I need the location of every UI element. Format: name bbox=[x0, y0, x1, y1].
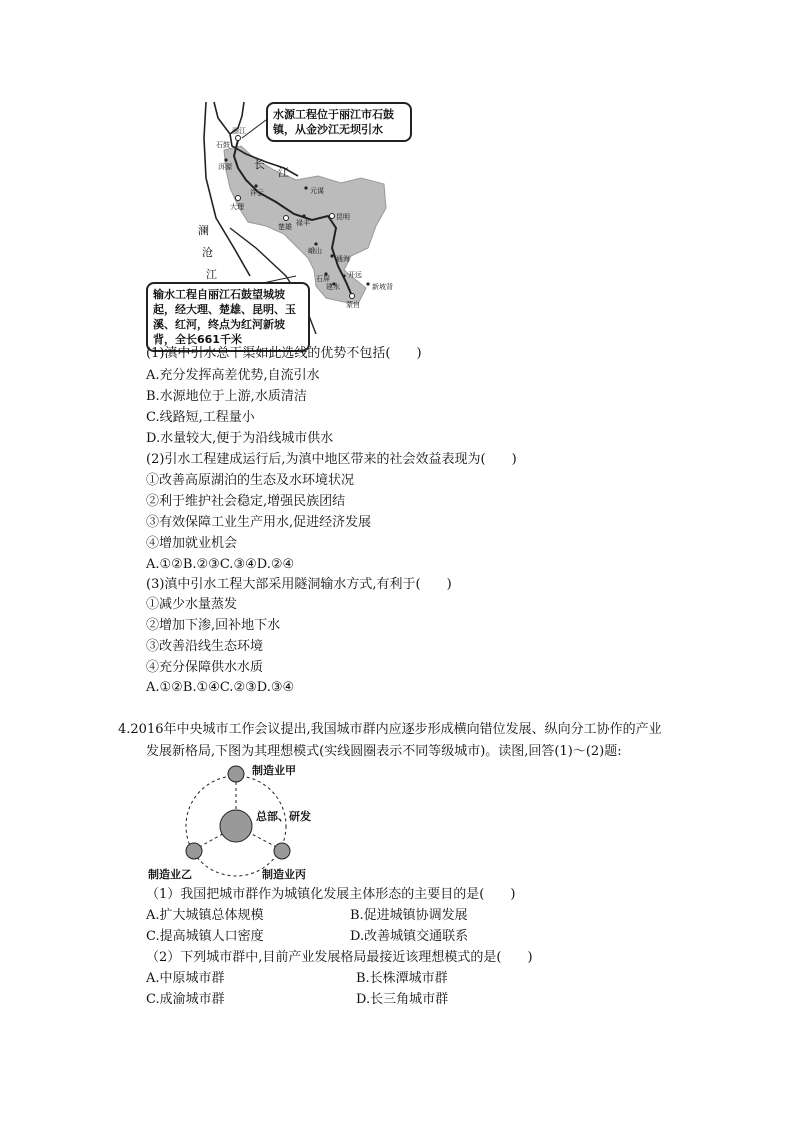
city-dot bbox=[236, 136, 241, 141]
lancang-label-3: 江 bbox=[206, 268, 217, 281]
city-left bbox=[186, 843, 202, 859]
q3-sub2-stem: (2)引水工程建成运行后,为滇中地区带来的社会效益表现为( ) bbox=[146, 452, 517, 467]
city-top bbox=[228, 766, 244, 782]
q4-sub2-stem: （2）下列城市群中,目前产业发展格局最接近该理想模式的是( ) bbox=[146, 950, 533, 965]
place-kunming: 昆明 bbox=[336, 213, 350, 221]
lancang-label-2: 沧 bbox=[202, 246, 213, 259]
city-dot bbox=[236, 196, 241, 201]
q3-sub3-item-3: ③改善沿线生态环境 bbox=[146, 639, 264, 654]
q3-sub2-item-4: ④增加就业机会 bbox=[146, 536, 238, 551]
place-shigu: 石鼓 bbox=[216, 141, 230, 149]
city-right bbox=[274, 843, 290, 859]
label-manufacturing-c: 制造业丙 bbox=[262, 868, 306, 881]
changjiang-label-1: 长 bbox=[254, 158, 265, 171]
city-dot bbox=[284, 216, 289, 221]
q4-sub2-option-a: A.中原城市群 bbox=[146, 971, 225, 986]
q3-sub3-item-4: ④充分保障供水水质 bbox=[146, 660, 264, 675]
q3-sub1-option-b: B.水源地位于上游,水质清洁 bbox=[146, 389, 307, 404]
label-manufacturing-a: 制造业甲 bbox=[252, 764, 296, 777]
city-center bbox=[220, 810, 252, 842]
town-dot bbox=[304, 186, 307, 189]
town-dot bbox=[330, 254, 333, 257]
label-manufacturing-b: 制造业乙 bbox=[148, 868, 192, 881]
q3-sub3-item-2: ②增加下渗,回补地下水 bbox=[146, 618, 281, 633]
q3-sub3-options: A.①②B.①④C.②③D.③④ bbox=[146, 680, 295, 695]
city-dot bbox=[350, 294, 355, 299]
place-jianshui: 建水 bbox=[326, 283, 340, 291]
place-eshan: 峨山 bbox=[308, 247, 322, 255]
place-mengzi: 蒙自 bbox=[346, 301, 360, 309]
place-dali: 大理 bbox=[230, 203, 244, 211]
q4-sub1-option-b: B.促进城镇协调发展 bbox=[350, 908, 468, 923]
place-kaiyuan: 开远 bbox=[348, 271, 362, 279]
place-tonghai: 通海 bbox=[336, 255, 350, 263]
changjiang-label-2: 江 bbox=[278, 166, 289, 179]
q4-sub1-option-c: C.提高城镇人口密度 bbox=[146, 929, 264, 944]
place-yuanmou: 元谋 bbox=[310, 187, 324, 195]
q4-sub1-option-a: A.扩大城镇总体规模 bbox=[146, 908, 264, 923]
place-xiangyun: 祥云 bbox=[250, 189, 264, 197]
q4-stem-line2: 发展新格局,下图为其理想模式(实线圆圈表示不同等级城市)。读图,回答(1)～(2)题: bbox=[146, 744, 622, 759]
q3-sub3-stem: (3)滇中引水工程大部采用隧洞输水方式,有利于( ) bbox=[146, 577, 452, 592]
town-dot bbox=[366, 282, 369, 285]
q3-sub1-option-d: D.水量较大,便于为沿线城市供水 bbox=[146, 431, 334, 446]
q4-sub2-option-c: C.成渝城市群 bbox=[146, 992, 225, 1007]
yunnan-water-diversion-map bbox=[146, 98, 422, 346]
label-hq-rnd: 总部、研发 bbox=[256, 810, 311, 823]
lancang-label-1: 澜 bbox=[198, 224, 209, 237]
source-callout: 水源工程位于丽江市石鼓镇，从金沙江无坝引水 bbox=[266, 102, 412, 142]
q4-sub2-option-d: D.长三角城市群 bbox=[356, 992, 449, 1007]
q3-sub2-options: A.①②B.②③C.③④D.②④ bbox=[146, 557, 295, 572]
q3-sub3-item-1: ①减少水量蒸发 bbox=[146, 597, 238, 612]
q4-sub1-stem: （1）我国把城市群作为城镇化发展主体形态的主要目的是( ) bbox=[146, 887, 516, 902]
route-callout: 输水工程自丽江石鼓望城坡起，经大理、楚雄、昆明、玉溪、红河，终点为红河新坡背，全长661千米 bbox=[146, 282, 310, 352]
place-xinpobei: 新坡背 bbox=[372, 283, 393, 291]
q4-sub1-option-d: D.改善城镇交通联系 bbox=[350, 929, 469, 944]
q4-stem-line1: 4.2016年中央城市工作会议提出,我国城市群内应逐步形成横向错位发展、纵向分工协作的产业 bbox=[118, 722, 662, 737]
town-dot bbox=[342, 274, 345, 277]
q3-sub1-option-c: C.线路短,工程量小 bbox=[146, 410, 255, 425]
place-shiping: 石屏 bbox=[316, 275, 330, 283]
place-lijiang: 丽江 bbox=[232, 127, 246, 135]
q3-sub2-item-1: ①改善高原湖泊的生态及水环境状况 bbox=[146, 473, 355, 488]
place-chuxiong: 楚雄 bbox=[278, 223, 292, 231]
city-cluster-diagram bbox=[144, 762, 324, 882]
q3-sub1-stem: (1)滇中引水总干渠如此选线的优势不包括( ) bbox=[146, 346, 422, 361]
place-lufeng: 禄丰 bbox=[296, 219, 310, 227]
q3-sub2-item-3: ③有效保障工业生产用水,促进经济发展 bbox=[146, 515, 372, 530]
q3-sub2-item-2: ②利于维护社会稳定,增强民族团结 bbox=[146, 494, 346, 509]
city-dot bbox=[330, 214, 335, 219]
q3-sub1-option-a: A.充分发挥高差优势,自流引水 bbox=[146, 368, 320, 383]
place-eryuan: 洱源 bbox=[218, 163, 232, 171]
q4-sub2-option-b: B.长株潭城市群 bbox=[356, 971, 448, 986]
